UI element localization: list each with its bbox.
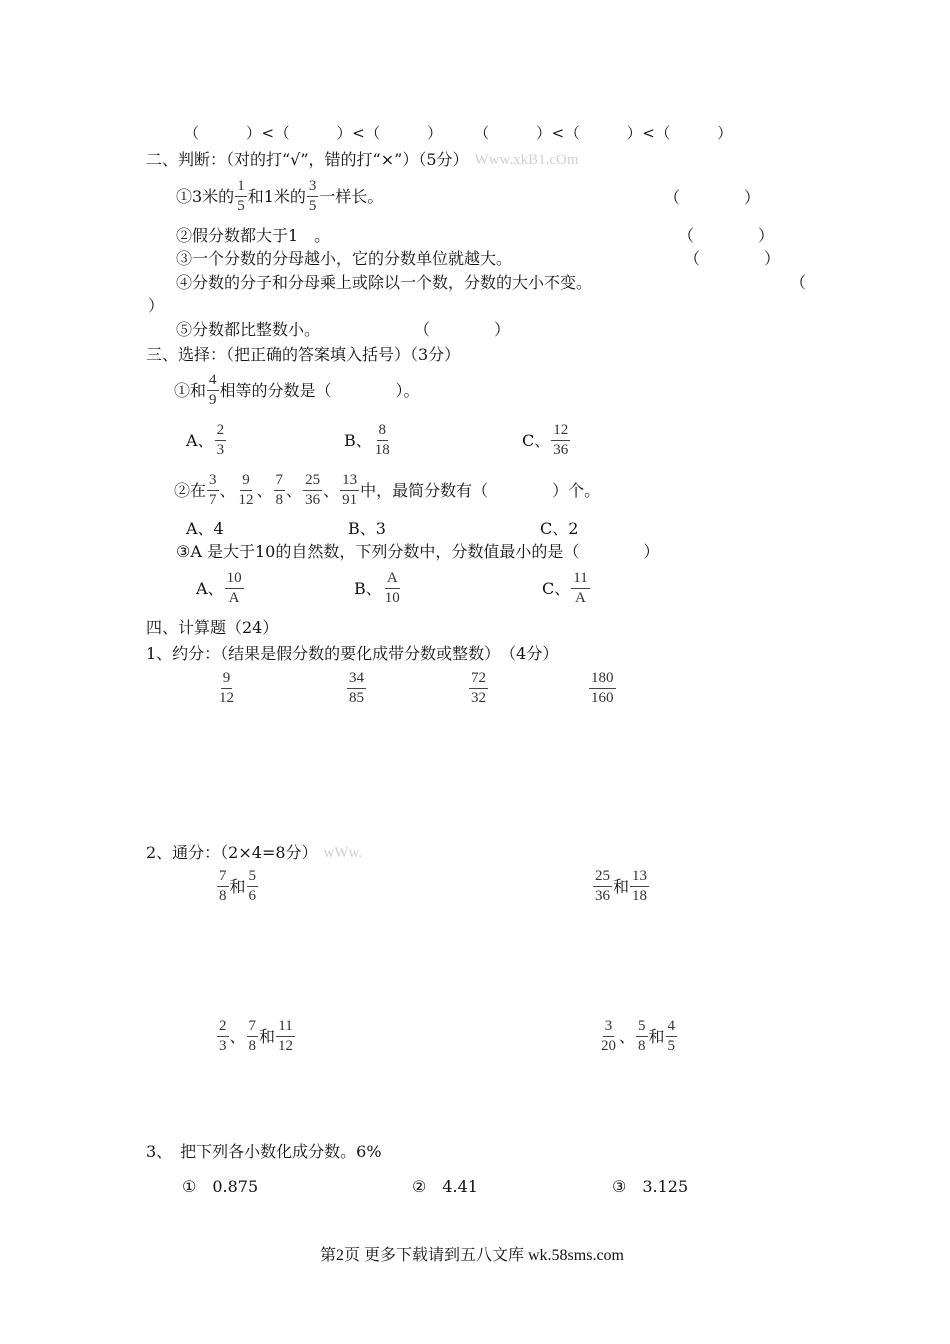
cq2-option-a[interactable]: A、4 <box>186 519 224 538</box>
judge-question-3: ③一个分数的分母越小，它的分数单位就越大。 <box>176 249 513 268</box>
part-1-title: 1、约分：（结果是假分数的要化成带分数或整数） （4分） <box>146 644 559 663</box>
part-3-title: 3、 把下列各小数化成分数。6% <box>146 1142 382 1161</box>
watermark-text: Www.xkB1.cOm <box>474 152 579 168</box>
cq2-text-pre: ②在 <box>174 480 207 500</box>
fraction-9-12: $\frac{9}{12}$ <box>238 472 254 508</box>
fraction-option: $\frac{10}{A}$ <box>226 570 242 606</box>
answer-blank-q3[interactable]: （ ） <box>684 249 781 268</box>
fraction-1-5: $\frac{1}{5}$ <box>237 178 245 214</box>
reduce-fraction-2: $\frac{34}{85}$ <box>349 670 364 706</box>
answer-blank-q1[interactable]: （ ） <box>664 188 761 207</box>
cq1-option-a[interactable]: A、 $\frac{2}{3}$ <box>186 422 225 458</box>
judge-question-2: ②假分数都大于1 。 <box>176 226 331 245</box>
choice-question-2: ②在 $\frac{3}{7}$ 、 $\frac{9}{12}$ 、 $\frac{7}{8}$ 、 $\frac{25}{36}$ 、 $\frac{13}{91}$ 中，最简分数有（ ）个。 <box>174 472 601 508</box>
fraction-4-9: $\frac{4}{9}$ <box>209 372 217 408</box>
answer-blank-q5[interactable]: （ ） <box>414 320 511 339</box>
decimal-item-2: ② 4.41 <box>412 1177 478 1196</box>
judge-question-5: ⑤分数都比整数小。 <box>176 320 321 339</box>
decimal-item-1: ① 0.875 <box>182 1177 259 1196</box>
judge-question-1 <box>176 178 383 215</box>
reduce-fraction-3: $\frac{72}{32}$ <box>471 670 486 706</box>
fraction-option: $\frac{2}{3}$ <box>216 422 225 458</box>
fraction-option: $\frac{A}{10}$ <box>384 570 400 606</box>
watermark-text-2: wWw. <box>323 845 363 861</box>
fraction-3-5: $\frac{3}{5}$ <box>308 178 317 214</box>
cq1-text-pre: ①和 <box>174 380 207 400</box>
cq3-option-c[interactable]: C、 $\frac{11}{A}$ <box>542 570 588 606</box>
section-2-title <box>146 150 579 170</box>
cq3-option-b[interactable]: B、 $\frac{A}{10}$ <box>354 570 400 606</box>
fraction-option: $\frac{11}{A}$ <box>573 570 588 606</box>
choice-question-1 <box>174 372 420 409</box>
decimal-item-3: ③ 3.125 <box>612 1177 689 1196</box>
q1-text-post: 一样长。 <box>319 186 384 206</box>
q1-text-pre: ①3米的 <box>176 186 235 206</box>
fraction-option: $\frac{8}{18}$ <box>374 422 390 458</box>
cq1-option-b[interactable]: B、 $\frac{8}{18}$ <box>344 422 390 458</box>
cq1-text-post: 相等的分数是（ ）。 <box>219 380 420 400</box>
fraction-7-8: $\frac{7}{8}$ <box>275 472 284 508</box>
part-2-title: 2、通分：（2×4=8分） wWw. <box>146 843 363 862</box>
answer-blank-q4-close[interactable]: ） <box>148 296 165 315</box>
section-4-title: 四、计算题（24） <box>146 618 279 637</box>
section-2-title-text: 二、判断：（对的打“√”，错的打“×”）（5分） <box>146 150 469 169</box>
fraction-13-91: $\frac{13}{91}$ <box>342 472 358 508</box>
cq2-text-post: 中，最简分数有（ ）个。 <box>360 480 601 500</box>
common-denominator-group-1: $\frac{7}{8}$ 和 $\frac{5}{6}$ <box>219 868 257 904</box>
cq2-option-c[interactable]: C、2 <box>540 519 579 538</box>
fraction-3-7: $\frac{3}{7}$ <box>209 472 217 508</box>
common-denominator-group-4: $\frac{3}{20}$ 、 $\frac{5}{8}$ 和 $\frac{4}{5}$ <box>601 1018 676 1054</box>
reduce-fraction-1: $\frac{9}{12}$ <box>219 670 234 706</box>
reduce-fraction-4: $\frac{180}{160}$ <box>591 670 614 706</box>
common-denominator-group-3: $\frac{2}{3}$ 、 $\frac{7}{8}$ 和 $\frac{11}{12}$ <box>219 1018 294 1054</box>
section-3-title: 三、选择：（把正确的答案填入括号）（3分） <box>146 345 461 364</box>
judge-question-4: ④分数的分子和分母乘上或除以一个数，分数的大小不变。 <box>176 273 593 292</box>
answer-blank-q2[interactable]: （ ） <box>678 226 775 245</box>
comparison-brackets: （ ）<（ ）<（ ） （ ）<（ ）<（ ） <box>184 124 733 142</box>
page-footer: 第2页 更多下载请到五八文库 wk.58sms.com <box>320 1247 625 1264</box>
fraction-option: $\frac{12}{36}$ <box>553 422 569 458</box>
common-denominator-group-2: $\frac{25}{36}$ 和 $\frac{13}{18}$ <box>595 868 648 904</box>
answer-blank-q4-open[interactable]: （ <box>790 273 807 292</box>
cq3-option-a[interactable]: A、 $\frac{10}{A}$ <box>196 570 242 606</box>
fraction-25-36: $\frac{25}{36}$ <box>305 472 321 508</box>
cq1-option-c[interactable]: C、 $\frac{12}{36}$ <box>522 422 569 458</box>
choice-question-3: ③A 是大于10的自然数，下列分数中，分数值最小的是（ ） <box>176 542 660 561</box>
cq2-option-b[interactable]: B、3 <box>348 519 386 538</box>
q1-text-mid: 和1米的 <box>247 186 306 206</box>
